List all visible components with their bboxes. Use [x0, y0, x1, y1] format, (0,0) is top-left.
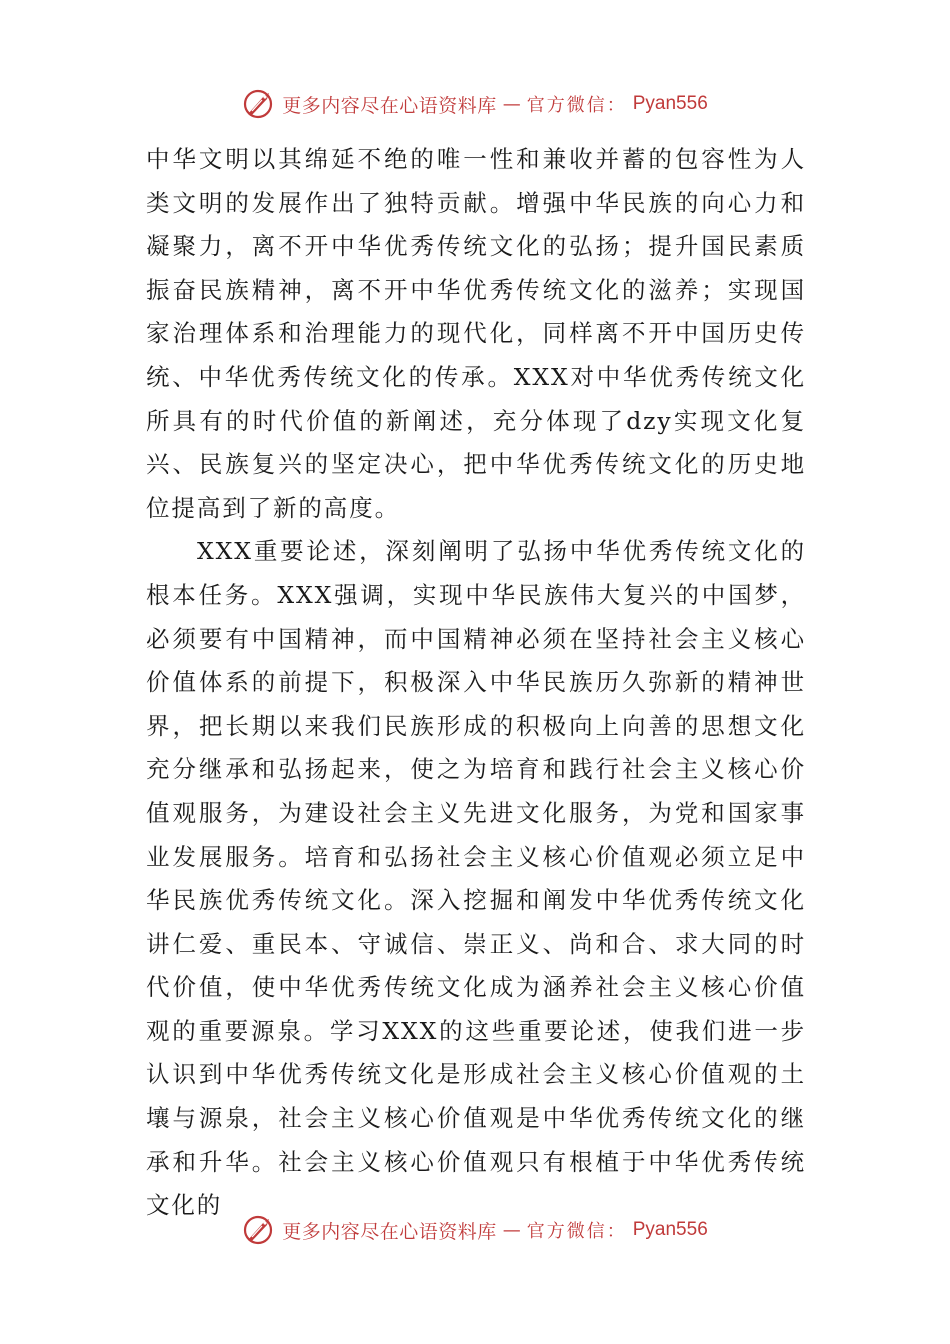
watermark-brand: 更多内容尽在心语资料库: [282, 1220, 497, 1243]
watermark-separator: —: [502, 1219, 521, 1241]
watermark-wechat-label: 官方微信：: [526, 95, 627, 116]
watermark-wechat-label: 官方微信：: [526, 1221, 627, 1242]
watermark-separator: —: [502, 93, 521, 115]
watermark-wechat-id: Pyan556: [632, 93, 708, 114]
watermark-wechat-id: Pyan556: [632, 1219, 708, 1240]
paragraph-2: XXX重要论述，深刻阐明了弘扬中华优秀传统文化的根本任务。XXX强调，实现中华民族伟大复兴的中国梦，必须要有中国精神，而中国精神必须在坚持社会主义核心价值体系的前提下，积极深入中华民族历久弥新的精神世界，把长期以来我们民族形成的积极向上向善的思想文化充分继承和弘扬起来，使之为培育和践行社会主义核心价值观服务，为建设社会主义先进文化服务，为党和国家事业发展服务。培育和弘扬社会主义核心价值观必须立足中华民族优秀传统文化。深入挖掘和阐发中华优秀传统文化讲仁爱、重民本、守诚信、崇正义、尚和合、求大同的时代价值，使中华优秀传统文化成为涵养社会主义核心价值观的重要源泉。学习XXX的这些重要论述，使我们进一步认识到中华优秀传统文化是形成社会主义核心价值观的土壤与源泉，社会主义核心价值观是中华优秀传统文化的继承和升华。社会主义核心价值观只有根植于中华优秀传统文化的: [146, 537, 806, 1220]
pen-nib-circle-icon: [242, 87, 276, 121]
pen-nib-circle-icon: [242, 1213, 276, 1247]
footer-watermark: [0, 1208, 950, 1252]
watermark-brand: 更多内容尽在心语资料库: [282, 94, 497, 117]
paragraph-1: 中华文明以其绵延不绝的唯一性和兼收并蓄的包容性为人类文明的发展作出了独特贡献。增强中华民族的向心力和凝聚力，离不开中华优秀传统文化的弘扬；提升国民素质振奋民族精神，离不开中华优秀传统文化的滋养；实现国家治理体系和治理能力的现代化，同样离不开中国历史传统、中华优秀传统文化的传承。XXX对中华优秀传统文化所具有的时代价值的新阐述，充分体现了dzy实现文化复兴、民族复兴的坚定决心，把中华优秀传统文化的历史地位提高到了新的高度。: [146, 145, 806, 522]
header-watermark: [0, 82, 950, 126]
document-body: [146, 138, 806, 1228]
